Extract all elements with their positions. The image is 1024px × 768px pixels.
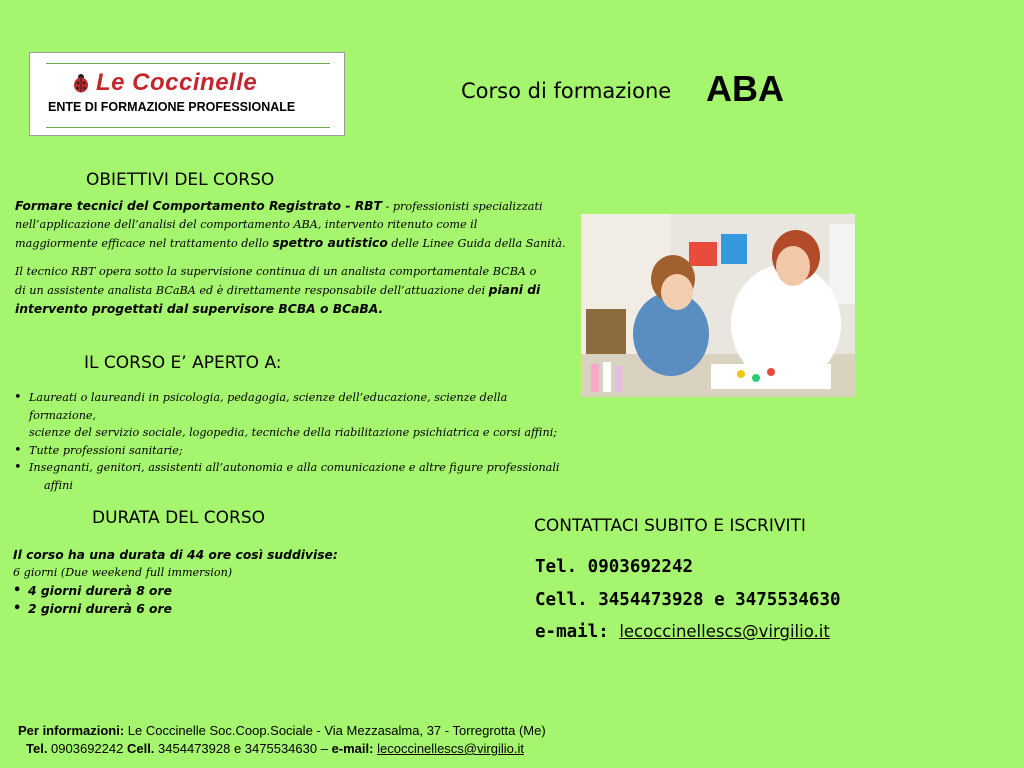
- objectives-text: [15, 197, 575, 319]
- logo-bottom-rule: [46, 127, 330, 128]
- footer-info-label: Per informazioni:: [18, 723, 125, 738]
- contact-heading: CONTATTACI SUBITO E ISCRIVITI: [534, 516, 806, 536]
- footer-line-2: [18, 740, 1008, 758]
- objectives-line-1: [15, 197, 575, 216]
- objectives-heading: OBIETTIVI DEL CORSO: [86, 170, 275, 190]
- logo: [29, 52, 345, 136]
- objectives-line-2: nell’applicazione dell’analisi del comportamento ABA, intervento ritenuto come il: [15, 218, 478, 231]
- objectives-line-4: Il tecnico RBT opera sotto la supervisione continua di un analista comportamentale BCBA o: [15, 265, 537, 278]
- contact-email-row: [535, 622, 830, 642]
- contact-cell: Cell. 3454473928 e 3475534630: [535, 590, 841, 610]
- audience-heading: IL CORSO E’ APERTO A:: [84, 353, 282, 373]
- rbt-title: Formare tecnici del Comportamento Registrato - RBT: [15, 199, 382, 213]
- objectives-line-5: [15, 281, 575, 300]
- supervisor-text: intervento progettati dal supervisore BCBA o BCaBA.: [15, 302, 384, 316]
- duration-heading: DURATA DEL CORSO: [92, 508, 266, 528]
- list-item: • 2 giorni durerà 6 ore: [13, 600, 433, 618]
- footer-cell-label: Cell.: [126, 741, 155, 756]
- logo-subtitle: ENTE DI FORMAZIONE PROFESSIONALE: [48, 100, 296, 114]
- objectives-text-1d: delle Linee Guida della Sanità.: [387, 237, 566, 250]
- footer: [18, 722, 1008, 758]
- email-label: e-mail:: [535, 622, 609, 642]
- list-item: • 4 giorni durerà 8 ore: [13, 582, 433, 600]
- contact-tel: Tel. 0903692242: [535, 557, 694, 577]
- ladybug-icon: [72, 73, 90, 93]
- logo-brand: Le Coccinelle: [96, 69, 258, 96]
- duration-days: 6 giorni (Due weekend full immersion): [13, 566, 233, 579]
- audience-item-1-line-1: • Laureati o laureandi in psicologia, pedagogia, scienze dell’educazione, scienze della formazione,: [29, 391, 508, 422]
- autism-spectrum-text: spettro autistico: [272, 236, 388, 250]
- audience-item-2-line-1: • Tutte professioni sanitarie;: [29, 443, 183, 457]
- footer-address: Le Coccinelle Soc.Coop.Sociale - Via Mezzasalma, 37 - Torregrotta (Me): [124, 723, 546, 738]
- objectives-line-6: [15, 300, 575, 319]
- list-item: [14, 442, 574, 460]
- duration-text: [13, 546, 433, 618]
- duration-list: [13, 582, 433, 618]
- footer-tel: 0903692242: [47, 741, 127, 756]
- email-link[interactable]: lecoccinellescs@virgilio.it: [619, 622, 830, 641]
- course-photo: [581, 214, 855, 397]
- footer-tel-label: Tel.: [26, 741, 48, 756]
- course-label: Corso di formazione: [461, 79, 672, 103]
- course-name: ABA: [706, 68, 784, 109]
- list-item: [14, 459, 574, 494]
- logo-top-rule: [46, 63, 330, 64]
- intervention-plans-text: piani di: [488, 283, 541, 297]
- objectives-text-1c: maggiormente efficace nel trattamento dello: [15, 237, 273, 250]
- objectives-text-2b: di un assistente analista BCaBA ed è direttamente responsabile dell’attuazione dei: [15, 284, 489, 297]
- footer-line-1: [18, 722, 1008, 740]
- audience-item-3-line-1: • Insegnanti, genitori, assistenti all’autonomia e alla comunicazione e altre figure professionali: [29, 461, 560, 474]
- duration-summary: Il corso ha una durata di 44 ore così suddivise:: [13, 548, 338, 562]
- footer-email-link[interactable]: lecoccinellescs@virgilio.it: [377, 741, 524, 756]
- footer-email-label: e-mail:: [331, 741, 374, 756]
- audience-list: [14, 389, 574, 494]
- list-item: [14, 389, 574, 442]
- audience-item-1-line-2: scienze del servizio sociale, logopedia, tecniche della riabilitazione psichiatrica e corsi affini;: [29, 426, 558, 439]
- objectives-line-3: [15, 234, 575, 253]
- footer-cell: 3454473928 e 3475534630 –: [154, 741, 332, 756]
- objectives-text-1a: - professionisti specializzati: [381, 200, 543, 213]
- audience-item-3-line-2: affini: [44, 478, 73, 492]
